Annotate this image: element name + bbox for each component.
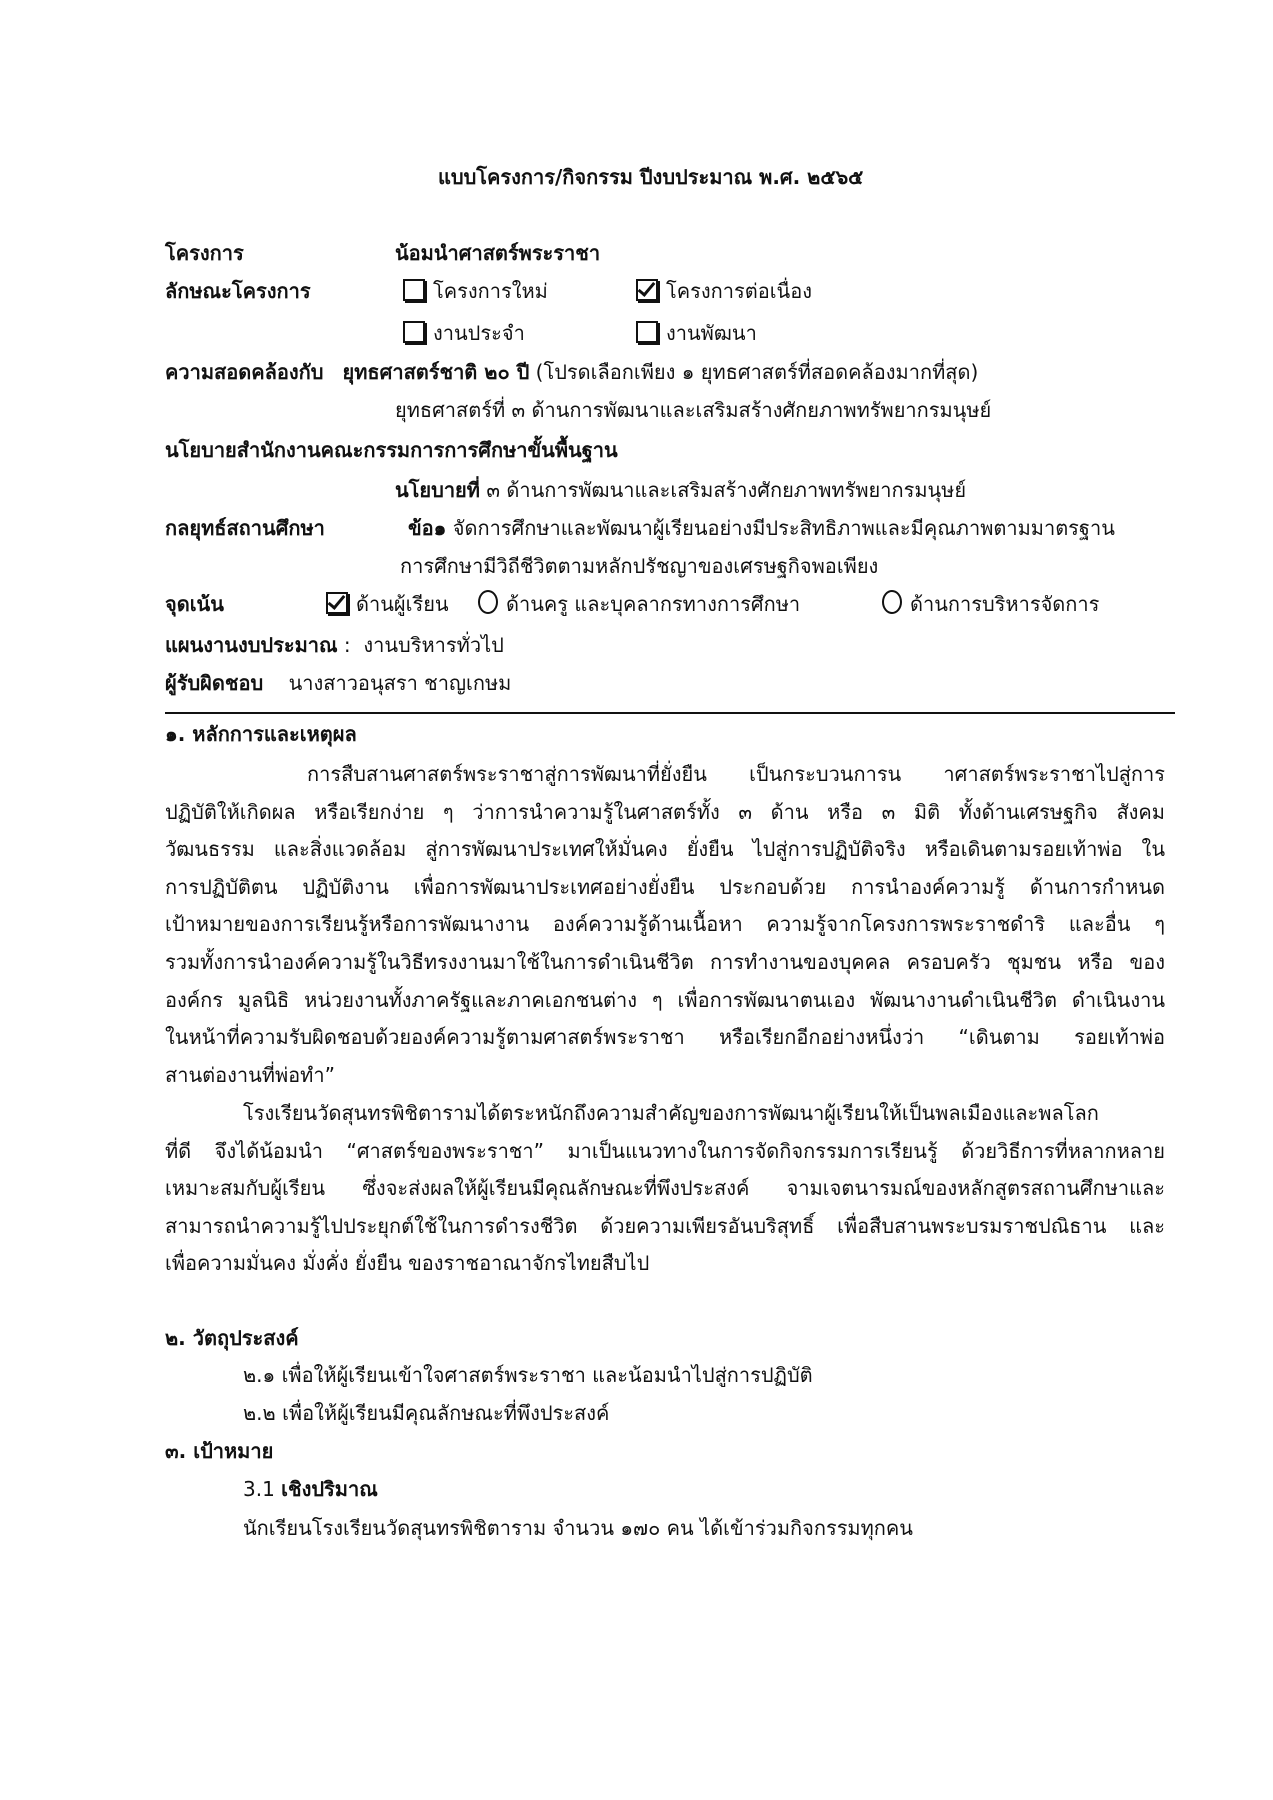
sub-number: 3.1 xyxy=(243,1477,275,1501)
policy-item-label: นโยบายที่ xyxy=(395,478,480,502)
budget-plan-value: งานบริหารทั่วไป xyxy=(363,633,504,657)
strategy-item-number: ข้อ๑ xyxy=(408,516,447,540)
school-strategy-item xyxy=(408,514,1115,542)
page-title: แบบโครงการ/กิจกรรม ปีงบประมาณ พ.ศ. ๒๕๖๕ xyxy=(438,165,864,189)
objective-item: ๒.๒ เพื่อให้ผู้เรียนมีคุณลักษณะที่พึงประสงค์ xyxy=(243,1401,610,1425)
strategy-note: (โปรดเลือกเพียง ๑ ยุทธศาสตร์ที่สอดคล้องมากที่สุด) xyxy=(535,360,979,384)
policy-item-text: ๓ ด้านการพัฒนาและเสริมสร้างศักยภาพทรัพยากรมนุษย์ xyxy=(486,478,967,502)
project-value: น้อมนำศาสตร์พระราชา xyxy=(395,241,601,265)
paragraph-line: เป้าหมายของการเรียนรู้หรือการพัฒนางาน องค์ความรู้ด้านเนื้อหา ความรู้จากโครงการพระราชดำริ และอื่น ๆ xyxy=(165,912,1165,937)
budget-plan-row xyxy=(165,631,504,659)
responsible-label: ผู้รับผิดชอบ xyxy=(165,671,264,695)
checkbox-icon[interactable] xyxy=(403,279,425,301)
checkbox-icon[interactable] xyxy=(636,321,658,343)
quantitative-text: นักเรียนโรงเรียนวัดสุนทรพิชิตาราม จำนวน ๑๗๐ คน ได้เข้าร่วมกิจกรรมทุกคน xyxy=(243,1516,913,1540)
paragraph-line: การสืบสานศาสตร์พระราชาสู่การพัฒนาที่ยั่งยืน เป็นกระบวนการน าศาสตร์พระราชาไปสู่การ xyxy=(307,762,1165,786)
option-routine[interactable] xyxy=(403,319,525,347)
project-type-label: ลักษณะโครงการ xyxy=(165,279,311,303)
paragraph-line: สามารถนำความรู้ไปประยุกต์ใช้ในการดำรงชีวิต ด้วยความเพียรอันบริสุทธิ์ เพื่อสืบสานพระบรมราชปณิธาน และ xyxy=(165,1213,1165,1238)
strategy-line1: จัดการศึกษาและพัฒนาผู้เรียนอย่างมีประสิทธิภาพและมีคุณภาพตามมาตรฐาน xyxy=(452,516,1115,540)
focus-teacher[interactable] xyxy=(478,590,800,618)
school-strategy-label: กลยุทธ์สถานศึกษา xyxy=(165,516,325,540)
paragraph-line: องค์กร มูลนิธิ หน่วยงานทั้งภาครัฐและภาคเอกชนต่าง ๆ เพื่อการพัฒนาตนเอง พัฒนางานดำเนินชีวิต ดำเนินงาน xyxy=(165,987,1165,1012)
paragraph-line: เหมาะสมกับผู้เรียน ซึ่งจะส่งผลให้ผู้เรียนมีคุณลักษณะที่พึงประสงค์ จามเจตนารมณ์ของหลักสูตรสถานศึกษาและ xyxy=(165,1176,1165,1201)
paragraph-line: สานต่องานที่พ่อทำ” xyxy=(165,1062,335,1087)
budget-plan-label: แผนงานงบประมาณ xyxy=(165,633,338,657)
option-label: ด้านการบริหารจัดการ xyxy=(910,592,1100,616)
option-label: งานพัฒนา xyxy=(666,321,757,345)
section3-heading: ๓. เป้าหมาย xyxy=(165,1439,274,1463)
separator: : xyxy=(343,633,351,657)
alignment-label: ความสอดคล้องกับ xyxy=(165,360,324,384)
focus-learner[interactable] xyxy=(326,590,449,618)
paragraph-line: วัฒนธรรม และสิ่งแวดล้อม สู่การพัฒนาประเทศให้มั่นคง ยั่งยืน ไปสู่การปฏิบัติจริง หรือเดินตามรอยเท้าพ่อ ใน xyxy=(165,837,1165,862)
policy-item xyxy=(395,476,966,504)
option-label: โครงการใหม่ xyxy=(433,279,548,303)
divider xyxy=(165,712,1175,714)
option-continuing-project[interactable] xyxy=(636,277,812,305)
project-label: โครงการ xyxy=(165,241,244,265)
checkbox-icon[interactable] xyxy=(403,321,425,343)
option-label: โครงการต่อเนื่อง xyxy=(666,279,812,303)
checked-checkbox-icon[interactable] xyxy=(636,279,658,301)
paragraph-line: การปฏิบัติตน ปฏิบัติงาน เพื่อการพัฒนาประเทศอย่างยั่งยืน ประกอบด้วย การนำองค์ความรู้ ด้านการกำหนด xyxy=(165,874,1165,899)
paragraph-line: ในหน้าที่ความรับผิดชอบด้วยองค์ความรู้ตามศาสตร์พระราชา หรือเรียกอีกอย่างหนึ่งว่า “เดินตาม รอยเท้าพ่อ xyxy=(165,1025,1165,1050)
focus-management[interactable] xyxy=(882,590,1099,618)
paragraph-line: รวมทั้งการนำองค์ความรู้ในวิธีทรงงานมาใช้ในการดำเนินชีวิต การทำงานของบุคคล ครอบครัว ชุมชน หรือ ของ xyxy=(165,950,1165,974)
objective-item: ๒.๑ เพื่อให้ผู้เรียนเข้าใจศาสตร์พระราชา และน้อมนำไปสู่การปฏิบัติ xyxy=(243,1363,813,1387)
strategy-item: ยุทธศาสตร์ที่ ๓ ด้านการพัฒนาและเสริมสร้างศักยภาพทรัพยากรมนุษย์ xyxy=(395,398,992,422)
radio-circle-icon[interactable] xyxy=(882,590,902,614)
section2-heading: ๒. วัตถุประสงค์ xyxy=(165,1326,299,1350)
focus-label: จุดเน้น xyxy=(165,592,224,616)
option-new-project[interactable] xyxy=(403,277,548,305)
option-development[interactable] xyxy=(636,319,757,347)
sub-label: เชิงปริมาณ xyxy=(281,1477,378,1501)
alignment-row xyxy=(165,358,978,386)
responsible-value: นางสาวอนุสรา ชาญเกษม xyxy=(288,671,512,695)
paragraph-line: โรงเรียนวัดสุนทรพิชิตารามได้ตระหนักถึงความสำคัญของการพัฒนาผู้เรียนให้เป็นพลเมืองและพลโลก xyxy=(243,1101,1099,1125)
paragraph-line: ที่ดี จึงได้น้อมนำ “ศาสตร์ของพระราชา” มาเป็นแนวทางในการจัดกิจกรรมการเรียนรู้ ด้วยวิธีการที่หลากหลาย xyxy=(165,1138,1165,1163)
option-label: ด้านครู และบุคลากรทางการศึกษา xyxy=(506,592,801,616)
option-label: ด้านผู้เรียน xyxy=(356,592,449,616)
quantitative-heading xyxy=(243,1475,378,1503)
checked-checkbox-icon[interactable] xyxy=(326,592,348,614)
paragraph-line: เพื่อความมั่นคง มั่งคั่ง ยั่งยืน ของราชอาณาจักรไทยสืบไป xyxy=(165,1251,650,1276)
strategy-line2: การศึกษามีวิถีชีวิตตามหลักปรัชญาของเศรษฐกิจพอเพียง xyxy=(400,554,879,578)
paragraph-line: ปฏิบัติให้เกิดผล หรือเรียกง่าย ๆ ว่าการนำความรู้ในศาสตร์ทั้ง ๓ ด้าน หรือ ๓ มิติ ทั้งด้านเศรษฐกิจ สังคม xyxy=(165,799,1165,824)
responsible-row xyxy=(165,669,511,697)
radio-circle-icon[interactable] xyxy=(478,590,498,614)
section1-heading: ๑. หลักการและเหตุผล xyxy=(165,722,357,746)
policy-label: นโยบายสำนักงานคณะกรรมการการศึกษาขั้นพื้นฐาน xyxy=(165,438,618,462)
option-label: งานประจำ xyxy=(433,321,525,345)
national-strategy: ยุทธศาสตร์ชาติ ๒๐ ปี xyxy=(342,360,530,384)
